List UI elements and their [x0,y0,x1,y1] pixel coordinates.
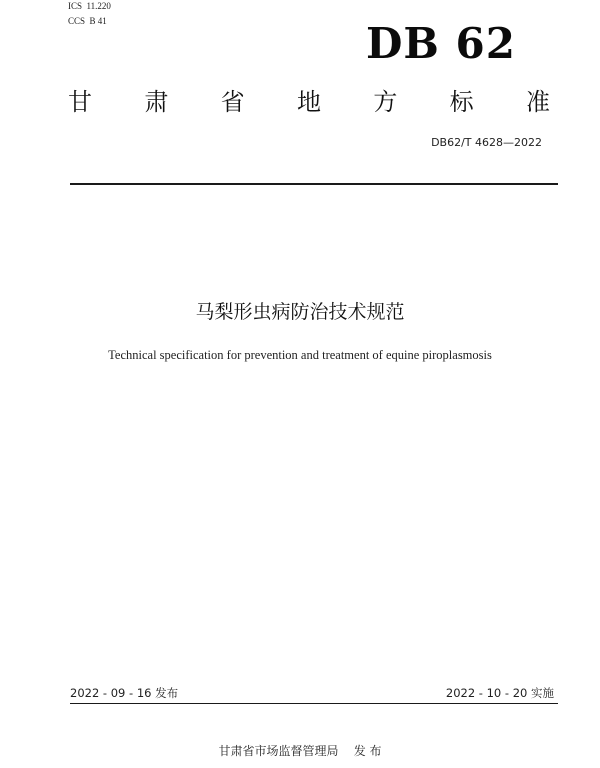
standard-type-char: 肃 [144,88,169,116]
ccs-code: CCS B 41 [68,16,107,26]
standard-type-char: 省 [220,88,245,116]
standard-type-char: 准 [525,88,550,116]
standard-type-title [68,88,550,116]
issue-date: 2022 - 09 - 16 发布 [70,686,179,700]
db62-logo: DB 62 [366,19,516,68]
standard-number: DB62/T 4628—2022 [431,136,542,149]
bottom-divider [70,703,558,704]
standard-type-char: 方 [373,88,398,116]
ics-code: ICS 11.220 [68,1,111,11]
standard-type-char: 地 [296,88,321,116]
top-divider [70,183,558,185]
document-title-en: Technical specification for prevention and treatment of equine piroplasmosis [108,348,492,362]
standard-type-char: 甘 [68,88,92,116]
implementation-date: 2022 - 10 - 20 实施 [445,686,554,700]
standard-type-char: 标 [449,88,474,116]
document-title-zh: 马梨形虫病防治技术规范 [195,301,405,323]
issuing-authority: 甘肃省市场监督管理局 发 布 [218,744,382,758]
